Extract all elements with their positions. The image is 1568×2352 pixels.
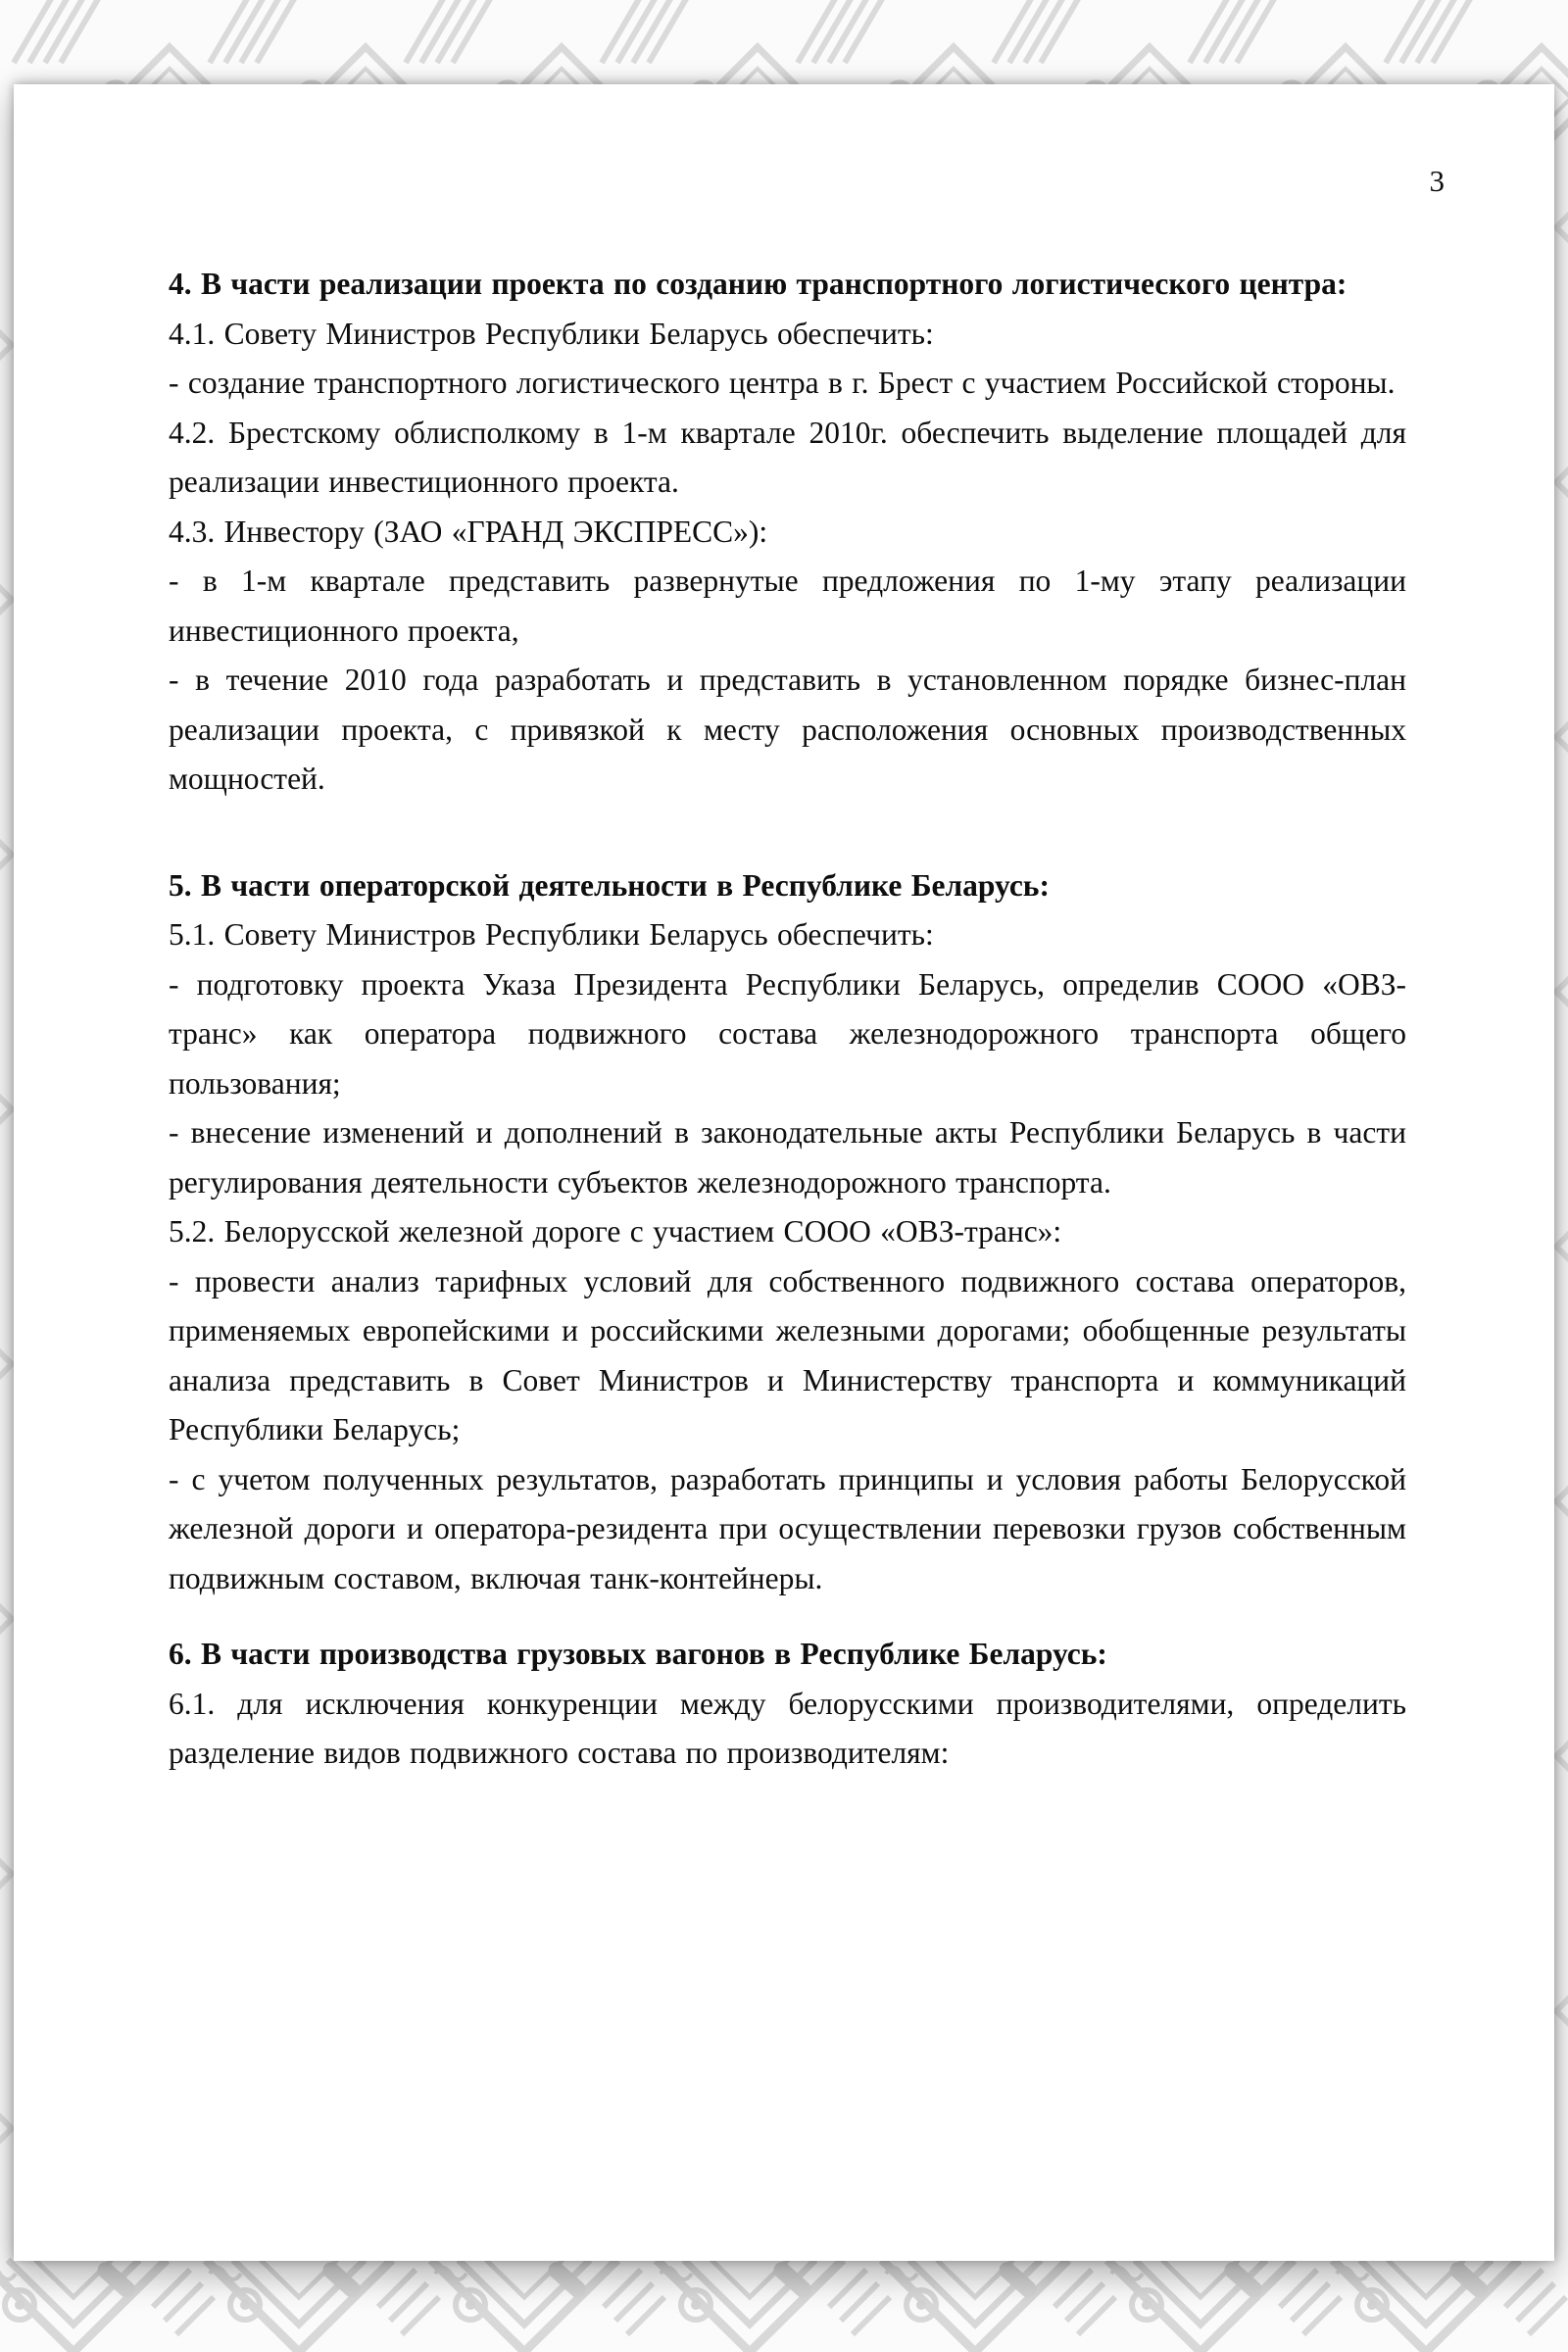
section4-paragraph-2: - создание транспортного логистического центра в г. Брест с участием Российской стороны. <box>169 366 1396 400</box>
section5-paragraph-1: 5.1. Совету Министров Республики Беларусь обеспечить: <box>169 917 934 952</box>
document-page <box>14 84 1554 2261</box>
section5-paragraph-2: - подготовку проекта Указа Президента Республики Беларусь, определив СООО «ОВЗ-транс» как оператора подвижного состава железнодорожного транспорта общего пользования; <box>169 966 1406 1101</box>
section6-paragraph-1: 6.1. для исключения конкуренции между белорусскими производителями, определить разделение видов подвижного состава по производителям: <box>169 1686 1406 1770</box>
section4-heading: 4. В части реализации проекта по созданию транспортного логистического центра: <box>169 267 1348 301</box>
section4-paragraph-5: - в 1-м квартале представить развернутые предложения по 1-му этапу реализации инвестиционного проекта, <box>169 564 1406 648</box>
section4-paragraph-6: - в течение 2010 года разработать и представить в установленном порядке бизнес-план реализации проекта, с привязкой к месту расположения основных производственных мощностей. <box>169 662 1406 796</box>
section5-paragraph-5: - провести анализ тарифных условий для собственного подвижного состава операторов, применяемых европейскими и российскими железными дорогами; обобщенные результаты анализа представить в Совет Министров и Министерству транспорта и коммуникаций Республики Беларусь; <box>169 1263 1406 1446</box>
section5-heading: 5. В части операторской деятельности в Республике Беларусь: <box>169 867 1050 903</box>
section5-paragraph-4: 5.2. Белорусской железной дороге с участием СООО «ОВЗ-транс»: <box>169 1214 1062 1249</box>
section4-paragraph-4: 4.3. Инвестору (ЗАО «ГРАНД ЭКСПРЕСС»): <box>169 514 768 549</box>
section5-paragraph-6: - с учетом полученных результатов, разработать принципы и условия работы Белорусской железной дороги и оператора-резидента при осуществлении перевозки грузов собственным подвижным составом, включая танк-контейнеры. <box>169 1461 1406 1595</box>
section4-paragraph-3: 4.2. Брестскому облисполкому в 1-м квартале 2010г. обеспечить выделение площадей для реализации инвестиционного проекта. <box>169 415 1406 499</box>
section5-paragraph-3: - внесение изменений и дополнений в законодательные акты Республики Беларусь в части регулирования деятельности субъектов железнодорожного транспорта. <box>169 1115 1406 1200</box>
section4-paragraph-1: 4.1. Совету Министров Республики Беларусь обеспечить: <box>169 316 934 351</box>
document-body <box>169 260 1406 1779</box>
section6-heading: 6. В части производства грузовых вагонов в Республике Беларусь: <box>169 1637 1107 1671</box>
page-number: 3 <box>1429 164 1445 198</box>
